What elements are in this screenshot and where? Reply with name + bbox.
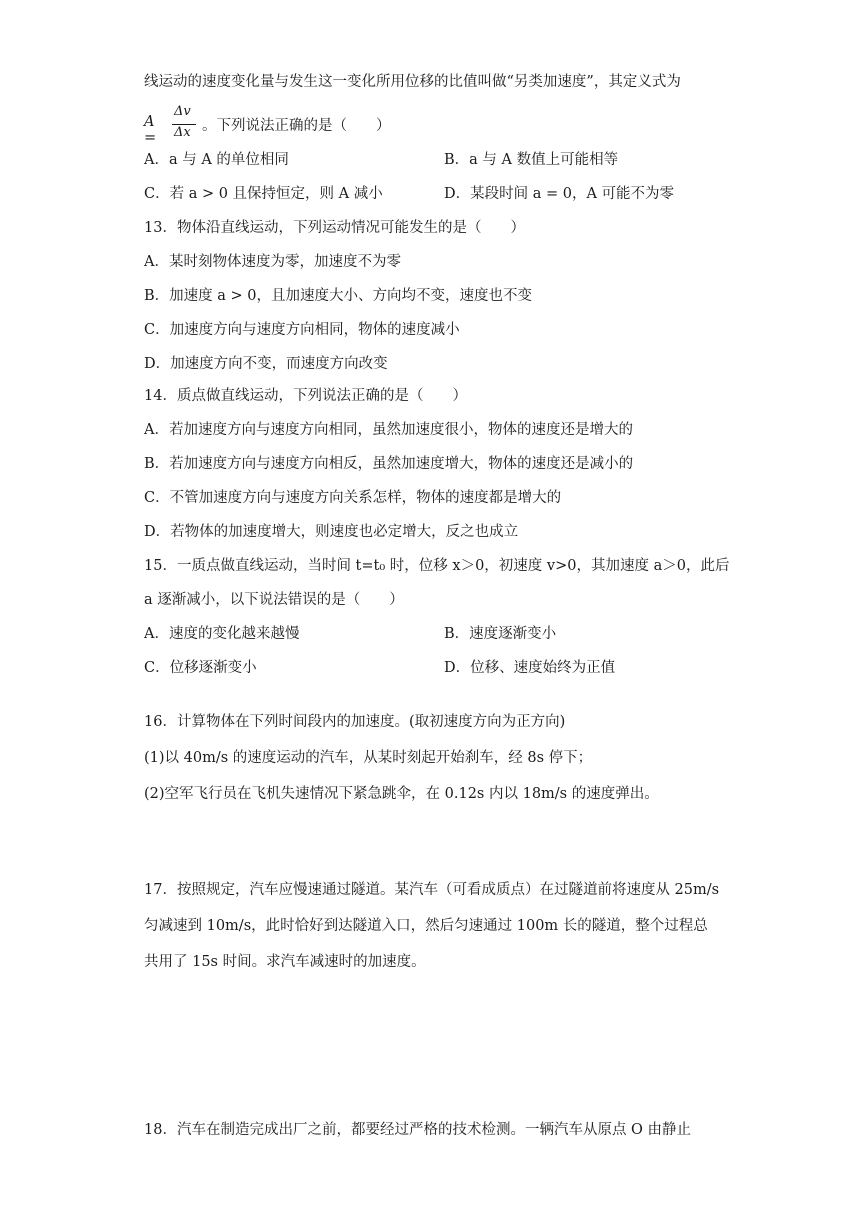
- q17-stem-line1: 17．按照规定，汽车应慢速通过隧道。某汽车（可看成质点）在过隧道前将速度从 25m/s: [144, 882, 720, 898]
- q15-option-b: B．速度逐渐变小: [444, 626, 557, 642]
- formula-lhs: A =: [144, 114, 157, 146]
- q14-option-a: A．若加速度方向与速度方向相同，虽然加速度很小，物体的速度还是增大的: [144, 422, 633, 438]
- formula-numerator: Δv: [174, 104, 191, 119]
- q14-option-c: C．不管加速度方向与速度方向关系怎样，物体的速度都是增大的: [144, 490, 562, 506]
- q13-option-a: A．某时刻物体速度为零，加速度不为零: [144, 254, 401, 270]
- q15-option-d: D．位移、速度始终为正值: [444, 660, 616, 676]
- q12-option-c: C．若 a > 0 且保持恒定，则 A 减小: [144, 186, 383, 202]
- q12-option-b: B．a 与 A 数值上可能相等: [444, 152, 619, 168]
- q15-stem-line1: 15．一质点做直线运动，当时间 t=t₀ 时，位移 x＞0，初速度 v>0，其加速度 a＞0，此后: [144, 558, 730, 574]
- q17-stem-line3: 共用了 15s 时间。求汽车减速时的加速度。: [144, 954, 426, 970]
- q12-option-a: A．a 与 A 的单位相同: [144, 152, 289, 168]
- q12-stem-line2: 。下列说法正确的是（ ）: [202, 118, 391, 134]
- q13-option-d: D．加速度方向不变，而速度方向改变: [144, 356, 388, 372]
- q14-stem: 14．质点做直线运动，下列说法正确的是（ ）: [144, 388, 467, 404]
- q12-option-d: D．某段时间 a = 0，A 可能不为零: [444, 186, 675, 202]
- q15-option-a: A．速度的变化越来越慢: [144, 626, 300, 642]
- q15-stem-line2: a 逐渐减小，以下说法错误的是（ ）: [144, 592, 404, 608]
- q12-stem-line1: 线运动的速度变化量与发生这一变化所用位移的比值叫做“另类加速度”，其定义式为: [144, 74, 681, 90]
- q16-part2: (2)空军飞行员在飞机失速情况下紧急跳伞，在 0.12s 内以 18m/s 的速度弹出。: [144, 786, 659, 802]
- q15-option-c: C．位移逐渐变小: [144, 660, 257, 676]
- q18-stem-line1: 18．汽车在制造完成出厂之前，都要经过严格的技术检测。一辆汽车从原点 O 由静止: [144, 1122, 692, 1138]
- q13-option-c: C．加速度方向与速度方向相同，物体的速度减小: [144, 322, 460, 338]
- q17-stem-line2: 匀减速到 10m/s，此时恰好到达隧道入口，然后匀速通过 100m 长的隧道，整个过程总: [144, 918, 708, 934]
- q16-stem: 16．计算物体在下列时间段内的加速度。(取初速度方向为正方向): [144, 714, 566, 730]
- q13-option-b: B．加速度 a > 0，且加速度大小、方向均不变，速度也不变: [144, 288, 533, 304]
- q16-part1: (1)以 40m/s 的速度运动的汽车，从某时刻起开始刹车，经 8s 停下；: [144, 750, 593, 766]
- formula-denominator: Δx: [174, 125, 191, 140]
- q13-stem: 13．物体沿直线运动，下列运动情况可能发生的是（ ）: [144, 220, 525, 236]
- q14-option-d: D．若物体的加速度增大，则速度也必定增大，反之也成立: [144, 524, 519, 540]
- q14-option-b: B．若加速度方向与速度方向相反，虽然加速度增大，物体的速度还是减小的: [144, 456, 634, 472]
